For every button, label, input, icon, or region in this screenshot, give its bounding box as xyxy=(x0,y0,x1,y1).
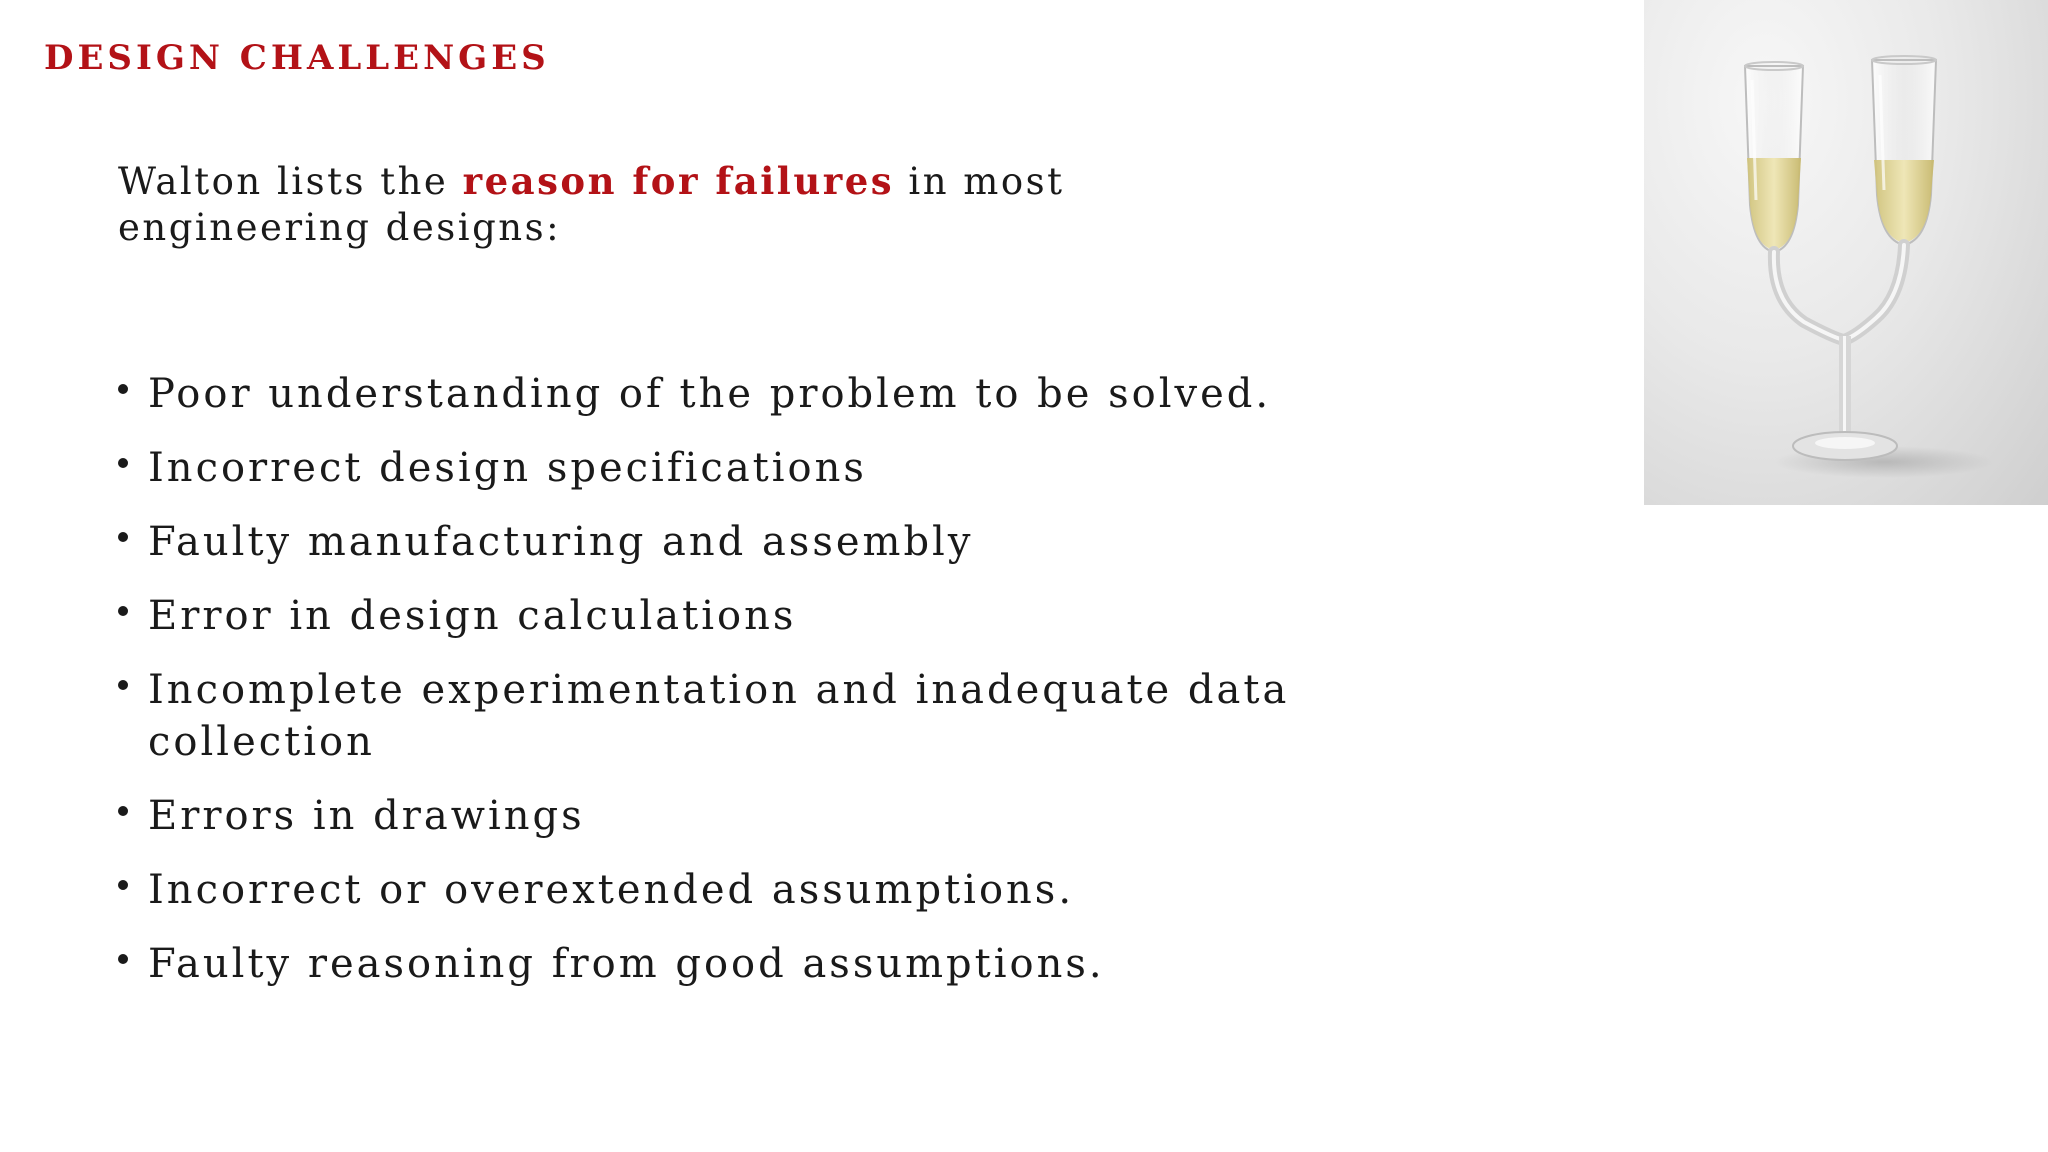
bullet-icon xyxy=(118,680,128,690)
list-item xyxy=(118,664,1358,768)
list-item xyxy=(118,368,1358,420)
intro-after: in most engineering designs: xyxy=(118,160,1065,249)
list-item-text: Incomplete experimentation and inadequate data collection xyxy=(148,667,1290,765)
list-item xyxy=(118,442,1358,494)
list-item xyxy=(118,590,1358,642)
bullet-icon xyxy=(118,384,128,394)
list-item-text: Faulty manufacturing and assembly xyxy=(148,519,974,565)
bullet-icon xyxy=(118,532,128,542)
bullet-icon xyxy=(118,806,128,816)
list-item-text: Poor understanding of the problem to be solved. xyxy=(148,371,1272,417)
bullet-icon xyxy=(118,954,128,964)
list-item-text: Faulty reasoning from good assumptions. xyxy=(148,941,1105,987)
list-item-text: Incorrect or overextended assumptions. xyxy=(148,867,1075,913)
bullet-icon xyxy=(118,458,128,468)
list-item-text: Incorrect design specifications xyxy=(148,445,867,491)
champagne-flutes-image xyxy=(1644,0,2048,505)
bullet-icon xyxy=(118,880,128,890)
intro-highlight: reason for failures xyxy=(462,159,895,203)
bullet-icon xyxy=(118,606,128,616)
failure-reasons-list xyxy=(118,368,1358,1012)
list-item xyxy=(118,938,1358,990)
champagne-flutes-illustration xyxy=(1644,0,2048,505)
list-item xyxy=(118,790,1358,842)
list-item xyxy=(118,516,1358,568)
list-item xyxy=(118,864,1358,916)
intro-before: Walton lists the xyxy=(118,160,463,203)
intro-text xyxy=(118,158,1318,251)
slide-title: DESIGN CHALLENGES xyxy=(44,38,550,78)
list-item-text: Errors in drawings xyxy=(148,793,585,839)
list-item-text: Error in design calculations xyxy=(148,593,797,639)
